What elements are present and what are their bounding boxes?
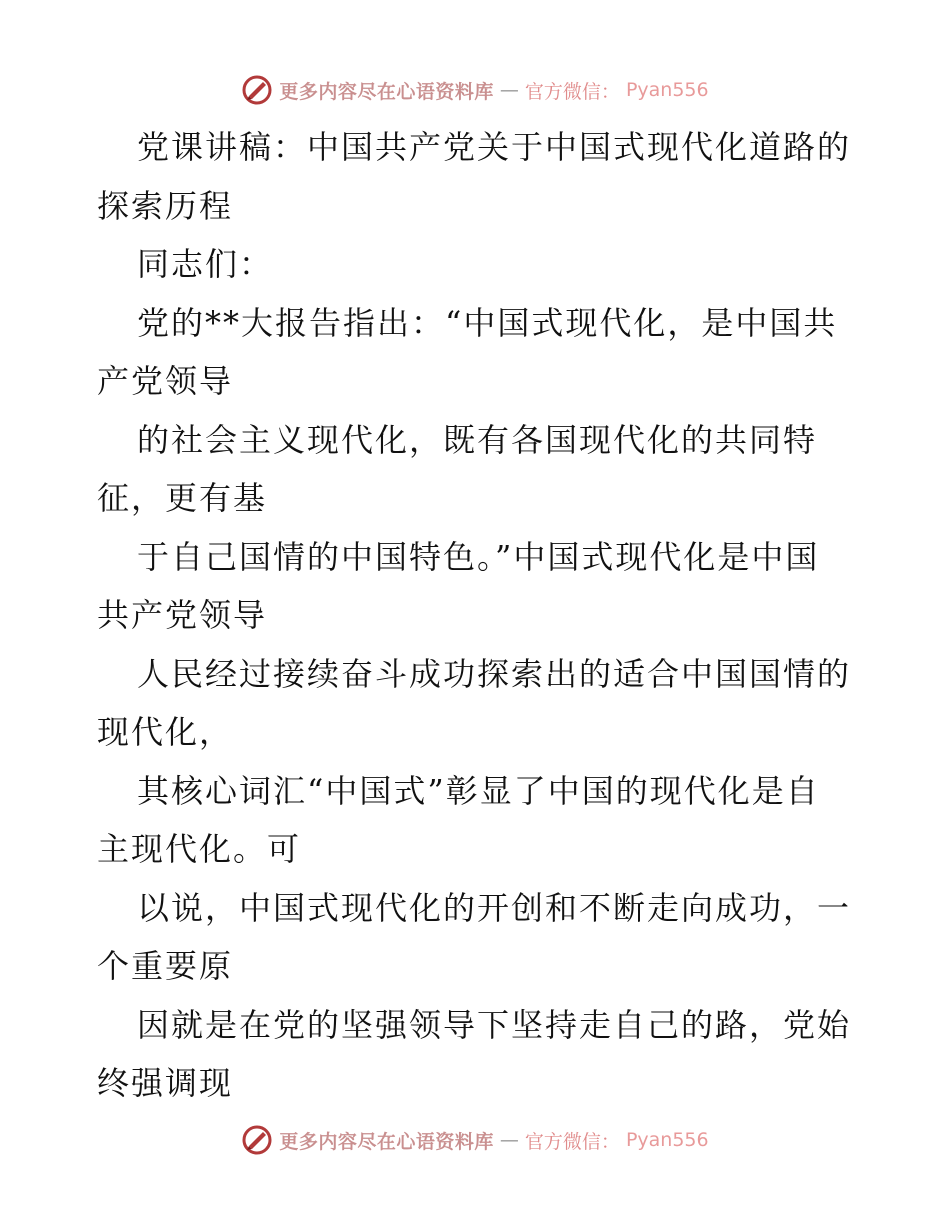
paragraph-line: 以说，中国式现代化的开创和不断走向成功，一	[137, 888, 852, 927]
paragraph-line: 因就是在党的坚强领导下坚持走自己的路，党始	[137, 1005, 852, 1044]
paragraph-line: 于自己国情的中国特色。”中国式现代化是中国	[137, 537, 820, 576]
banner-lead-text: 更多内容尽在心语资料库	[279, 1130, 494, 1153]
paragraph-line: 征，更有基	[97, 479, 268, 517]
banner-wechat-label: 官方微信：	[524, 80, 620, 103]
document-body	[97, 118, 857, 1113]
paragraph-line: 党的**大报告指出：“中国式现代化，是中国共	[137, 303, 838, 342]
paragraph-line: 产党领导	[97, 362, 234, 400]
banner-wechat-handle: Pyan556	[625, 1129, 709, 1151]
header-banner	[0, 72, 950, 108]
paragraph-line: 个重要原	[97, 947, 234, 985]
pen-logo-icon	[241, 1124, 273, 1156]
banner-separator: —	[499, 1129, 519, 1151]
banner-separator: —	[499, 79, 519, 101]
banner-wechat-handle: Pyan556	[625, 79, 709, 101]
banner-wechat-label: 官方微信：	[524, 1130, 620, 1153]
paragraph-line: 主现代化。可	[97, 830, 302, 868]
title-line-2: 探索历程	[97, 186, 234, 225]
paragraph-line: 共产党领导	[97, 596, 268, 634]
paragraph-line: 人民经过接续奋斗成功探索出的适合中国国情的	[137, 654, 852, 693]
paragraph-line: 的社会主义现代化，既有各国现代化的共同特	[137, 420, 818, 459]
salutation-line: 同志们：	[137, 245, 274, 283]
title-line-1: 党课讲稿：中国共产党关于中国式现代化道路的	[137, 128, 852, 166]
footer-banner	[0, 1122, 950, 1158]
pen-logo-icon	[241, 74, 273, 106]
paragraph-line: 终强调现	[97, 1064, 234, 1102]
paragraph-line: 现代化，	[97, 713, 234, 751]
paragraph-line: 其核心词汇“中国式”彰显了中国的现代化是自	[137, 771, 820, 810]
banner-lead-text: 更多内容尽在心语资料库	[279, 80, 494, 103]
